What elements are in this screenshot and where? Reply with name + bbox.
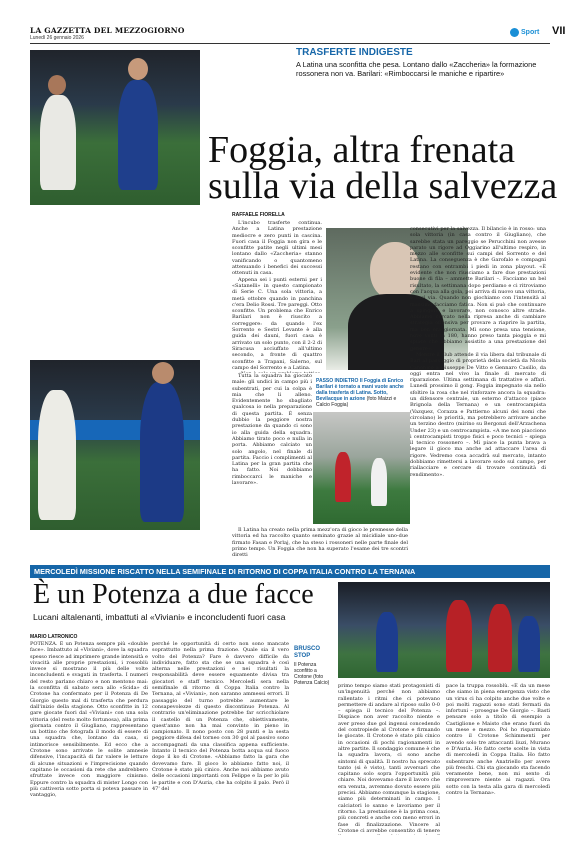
story1-paragraph: L'incubo trasferte continua. Anche a Latina prestazione mediocre e zero punti in cascina. Fuori casa il Foggia non gira e le sconfitte patite negli ultimi mesi lontano dallo «Zaccheria» stanno vanificando o quantomeno attenuando i benefici dei successi ottenuti in casa.: [232, 220, 322, 277]
photo-potenza-crotone: [338, 582, 550, 678]
story1-kicker: TRASFERTE INDIGESTE: [296, 47, 413, 58]
story1-headline-line1: Foggia, altra frenata: [208, 129, 516, 171]
story1-paragraph: Mentre il club attende il via libera dal tribunale di Bari al passaggio di proprietà della società da Nicola Canonico a Giuseppe De Vitto e Gennaro Casillo, da oggi entra nel vivo la finale di mercato di riparazione. Ultima settimana di trattative e affari. Lunedì prossimo il gong. Foggia impegnato sia nello sfoltire la rosa che nel rinforzare ancora la squadra: un difensore centrale, un esterno d'attacco (piace Brignola della Ternana) e un centrocampista (Vazquez, Corazza e Pattierno alcuni dei nomi che circolano) le priorità, ma potrebbero arrivare anche un terzino destro (mirino su Bergonzi dell'Arzachena Under 23) e un centrocampista. «A me non piacciono i centrocampisti troppo fisici e poco tecnici – spiega il tecnico rossonero –. Mi piace la punta brava a legare il gioco ma anche ad attaccare l'area di rigore. Vedremo cosa accadrà sul mercato, intanto dobbiamo rimettersi a lavorare sodo sul campo, per riallacciare e cercare di trovare continuità di rendimento».: [410, 351, 546, 478]
story1-lower-paragraph: [232, 527, 408, 559]
issue-date: Lunedì 26 gennaio 2026: [30, 35, 84, 41]
story2-column-2: [152, 641, 289, 835]
photo-match-latina: [313, 412, 410, 524]
section-name: Sport: [521, 29, 540, 36]
newspaper-masthead: LA GAZZETTA DEL MEZZOGIORNO: [30, 26, 185, 35]
ball-icon: [510, 28, 519, 37]
story1-deck: A Latina una sconfitta che pesa. Lontano dallo «Zaccheria» la formazione rossonera non va. Barilari: «Rimboccarsi le maniche e ripartire»: [296, 60, 537, 79]
story2-byline: MARIO LATRONICO: [30, 634, 78, 640]
section-logo: [510, 28, 539, 37]
story2-photo-caption: Il Potenza sconfitto a Crotone (foto Potenza Calcio): [294, 662, 330, 686]
photo-foggia-action-top: [30, 50, 200, 205]
story1-column-3: [410, 226, 546, 562]
story2-column-4: [446, 683, 550, 835]
header-divider: [30, 43, 550, 44]
story2-paragraph: perché le opportunità di certo non sono mancate soprattutto nella prima frazione. Quale sia il vero volto del Potenza? Fare è davvero difficile da individuare, fatto sta che se una squadra è così alterna nelle prestazioni e nei risultati la responsabilità deve essere equamente divisa tra giocatori e staff tecnico. Mercoledì sera nella semifinale di ritorno di Coppa Italia contro la Ternana, al «Viviani», non saranno ammessi errori. Il passaggio del turno potrebbe aumentare le consapevolezze di questo discontinuo Potenza. Al contrario un'eliminazione potrebbe far scricchiolare il castello di un Potenza che, obiettivamente, quest'anno non ha mai convinto in pieno in campionato. Il nono posto con 28 punti e la sesta peggiore difesa del torneo con 30 gol al passivo sono accompagnati da una classifica appena sufficiente. Intanto il tecnico del Potenza botta acqua sul fuoco dopo il ko di Crotone. «Abbiamo fatto la gara che dovevamo fare. Il gioco lo abbiamo fatto noi, il Crotone è stato più cinico. Anche noi abbiamo avuto delle occasioni importanti con Felippe e Ia per lo più le partite e con D'Auria, che ha colpito il palo. Però il 47' del: [152, 641, 289, 792]
story2-paragraph: pace la truppa rossoblù. «È da un mese che siamo in piena emergenza visto che un virus ci ha colpito anche due volte e poi molti ragazzi sono stati fermati da infortuni – prosegue De Giorgio –. Basti pensare solo a titolo di esempio a Castiglione e Maisto che erano fuori da un mese e mezzo. Poi ho risparmiato contro il Crotone Schimmenti per avendo solo tre attaccanti liuzi, Murano e D'Auria. Ho fatto certe scelte in vista di mercoledì in Coppa Italia. Ho fatto subentrare anche Anatriello per avere più freschi. Chi sta giocando sta facendo veramente bene, non mi sento di rimproverare niente ai ragazzi. Ora sotto con la testa alla gara di mercoledì contro la Ternana».: [446, 683, 550, 797]
story2-paragraph: POTENZA. È un Potenza sempre più «double face». Imbattuto al «Viviani», dove la squadra spesso riesce ad imprimere grande intensità e vivacità alle proprie prestazioni, i rossoblù invece si mostrano il più delle volte inconcludenti e svagati in trasferta. I numeri del resto parlano chiaro e non mentono mai: la sconfitta di sabato sera allo «Scida» di Crotone ha confermato per il Potenza di De Giorgio questo mal di trasferta che perdura dall'inizio della stagione. Otto sconfitte in 12 gare giocate fuori dal «Viviani» con una sola vittoria (del resto molto fortunosa), alla prima giornata contro il Giugliano, rappresentano un bottino che fotografa il modo di essere di una squadra che, lontano da casa, si intimorisce sensibilmente. Ed ecco che a Crotone sono arrivate le solite amnesie difensive, l'incapacità di far valere le letture di alcune situazioni e l'imprecisione quando capitano le occasioni da rete che andrebbero sfruttate invece con maggiore cinismo. Eppure contro la squadra di mister Longo con più cattiveria sotto porta si poteva passare in vantaggio,: [30, 641, 148, 799]
story2-headline: È un Potenza a due facce: [33, 579, 314, 610]
story2-photo-caption-title: BRUSCO STOP: [294, 646, 321, 659]
caption-lead: PASSO INDIETRO Il Foggia di Enrico Barilari è tornato a mani vuote anche dalla trasferta di Latina. Sotto, Bevilacque in azione: [316, 378, 404, 402]
story1-byline: RAFFAELE FIORELLA: [232, 212, 285, 218]
story1-column-2: [232, 373, 312, 526]
story2-topic-band: MERCOLEDÌ MISSIONE RISCATTO NELLA SEMIFINALE DI RITORNO DI COPPA ITALIA CONTRO LA TERNANA: [30, 565, 550, 578]
photo-foggia-action-bottom: [30, 360, 200, 530]
story1-paragraph: Il Latina ha creato nella prima mezz'ora di gioco le premesse della vittoria ed ha raccolto quanto seminato grazie al micidiale uno-due firmato Fasan e Porlaj, che ha steso i rossoneri nelle parte finale del primo tempo. Un Foggia che non ha superato l'esame dei tre scontri diretti: [232, 527, 408, 559]
story1-photo-caption: [316, 378, 410, 408]
story1-column-1: [232, 220, 322, 373]
story2-column-3: [338, 683, 440, 835]
story1-paragraph: Tutta la squadra ha giocato male: gli undici in campo più i subentrati, per cui la colpa è mia che li alleno. Evidentemente ho sbagliato qualcosa io nella preparazione di questa partita. È senza dubbio la peggiore nostra prestazione da quando ci sono io alla guida della squadra. Abbiamo tirato poco e nulla in porta. Abbiamo calciato un solo angolo, nel finale di partita. Faccio i complimenti al Latina per la gran partita che ha fatto. Noi dobbiamo rimboccarci le maniche e lavorare».: [232, 373, 312, 487]
story2-column-1: [30, 641, 148, 835]
story2-deck: Lucani altalenanti, imbattuti al «Viviani» e inconcludenti fuori casa: [33, 612, 286, 622]
page-number: VII: [552, 25, 566, 37]
story2-paragraph: primo tempo siamo stati protagonisti di un'ingenuità perché non abbiamo rallentato i ritmi che ci potevano permettere di andare al riposo sullo 0-0 – spiega il tecnico del Potenza –. Dispiace non aver raccolto niente e aver preso due gol ingenui concedendo del contropiede al Crotone e firmando le giocate. Il Crotone è stato più cinico in occasioni di pochi ragionamenti in altre partite. Il sondaggio comune è che la squadra lavora, ci sono anche sintomi di qualità. Il nostro ha sprecato tanto (si è visto), tanti avversari che capitano solo sopra l'opportunità più chiare. Noi dovevamo dare il lavoro che era venuta, avremmo dovuto essere più precisi. Abbiamo comunque la stagione, siamo più determinati in campo. I calciatori lo sanno e lavoriamo per il ritorno. La prestazione è la prima cosa, più concreti e anche con meno errori in fase di finalizzazione. Vincere al Crotone ci avrebbe consentito di tenere: [338, 683, 440, 834]
story1-paragraph: Appena sei i punti esterni per i «Satanelli» in questo campionato di Serie C. Una sola vittoria, a metà ottobre quando in panchina c'era Delio Rossi. Tre pareggi. Otto sconfitte. Un problema che Enrico Barilari non è riuscito a correggere: da quando l'ex Sorrento e Sestri Levante è alla guida dei dauni, fuori casa è arrivato un solo punto, con il 2-2 di Siracusa acciuffato all'ultimo secondo, a fronte di quattro sconfitte a Trapani, Salerno, sul campo del Sorrento e a Latina.: [232, 276, 322, 371]
story1-headline-line2: sulla via della salvezza: [208, 165, 558, 207]
caption-credit: (foto Maizzi e Calcio Foggia): [316, 396, 397, 408]
story1-paragraph: consecutivi per la salvezza. Il bilancio è in rosso: una sola vittoria (in casa contro il Giugliano), che sarebbe stata un pareggio se Perucchini non avesse parato un rigore ad Oggiarino all'ultimo respiro, in mezzo alle sconfitte sui campi del Sorrento e del Latina. La conseguenza è che Garofalo e compagni restano con entrambi i piedi in zona playout. «È evidente che non riusciamo a fare due prestazioni buone di fila – ammette Barilari –. Facciamo un bel risultato, la settimana dopo perdiamo e ci ritroviamo con l'acqua alla gola, poi arriva di nuovo una vittoria, e così via. Quando non giochiamo con l'intensità al massimo facciamo fatica. Non si può che continuare a spingere e lavorare, non conosco altre strade. Abbiamo cercato nella ripresa anche di cambiare strategia offensiva per provare a riaprire la partita, ma ben era giornata. Mi sono presa una tensione, nove venti in 180, hanno preso tanta pioggia e mi spiace che abbiamo assistito a una prestazione del genere».: [410, 226, 546, 352]
